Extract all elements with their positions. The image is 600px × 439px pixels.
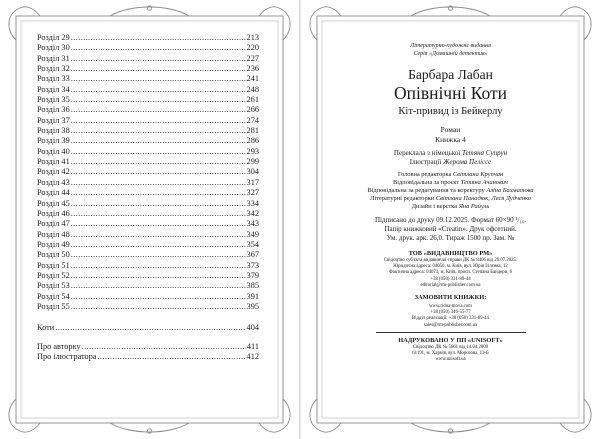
- publisher-phone: +38 (050) 331-89-44: [430, 276, 471, 282]
- toc-entry: [37, 136, 259, 146]
- toc-leader-dots: [71, 271, 246, 281]
- publisher-email: editorial@rm-publisher.com.ua: [420, 282, 481, 288]
- toc-leader-dots: [71, 240, 246, 250]
- toc-leader-dots: [82, 342, 246, 352]
- toc-entry: [37, 105, 259, 115]
- toc-entry-label: Розділ 54: [37, 291, 70, 301]
- toc-entry-label: Розділ 36: [37, 105, 70, 115]
- toc-entry-label: Розділ 41: [37, 157, 70, 167]
- printer-certificate: Свідоцтво ДК № 5661 від 14.04.2009: [412, 344, 489, 350]
- toc-entry-page: 354: [246, 239, 259, 249]
- toc-entry: [37, 188, 259, 198]
- toc-leader-dots: [55, 323, 245, 333]
- design-line: Дизайн і верстка Яна Райуль: [411, 203, 490, 210]
- toc-entry: [37, 261, 259, 271]
- toc-entry: [37, 209, 259, 219]
- toc-entry-label: Розділ 32: [37, 64, 70, 74]
- toc-entry-page: 334: [246, 198, 259, 208]
- printed-by: НАДРУКОВАНО У ПП «UNISOFT»: [398, 336, 503, 344]
- toc-entry: [37, 43, 259, 53]
- toc-leader-dots: [71, 230, 246, 240]
- publisher-actual-address: Фактична адреса: 04073, м. Київ, просп. Степана Бандери, 6: [388, 270, 513, 276]
- toc-entry-page: 236: [246, 64, 259, 74]
- printer-site: www.unisoft.ua: [435, 357, 466, 363]
- toc-entry: [37, 95, 259, 105]
- toc-leader-dots: [71, 302, 246, 312]
- toc-entry: [37, 240, 259, 250]
- toc-entry-page: 385: [246, 281, 259, 291]
- literary-editors-line: Літературні редакторки Світлана Панадюк, Леся Дудченко: [370, 195, 531, 202]
- toc-leader-dots: [71, 116, 246, 126]
- table-of-contents: [37, 33, 259, 363]
- toc-entry: [37, 230, 259, 240]
- toc-leader-dots: [71, 250, 246, 260]
- toc-entry: [37, 271, 259, 281]
- toc-leader-dots: [71, 54, 246, 64]
- toc-entry-label: Розділ 46: [37, 208, 70, 218]
- toc-entry-page: 227: [246, 53, 259, 63]
- toc-leader-dots: [71, 209, 246, 219]
- toc-leader-dots: [71, 292, 246, 302]
- toc-leader-dots: [71, 281, 246, 291]
- toc-entry-page: 342: [246, 208, 259, 218]
- order-email: sales@rm-publisher.com.ua: [423, 322, 478, 328]
- toc-leader-dots: [71, 74, 246, 84]
- toc-entry-label: Розділ 29: [37, 33, 70, 42]
- toc-entry-label: Розділ 35: [37, 95, 70, 105]
- toc-entry-page: 411: [246, 341, 259, 351]
- print-signed-line: Підписано до друку 09.12.2025. Формат 60×90 ¹/₁₆.: [374, 216, 527, 224]
- divider: [376, 332, 526, 333]
- toc-entry: [37, 157, 259, 167]
- translator-line: Переклала з німецької Тетяна Супрун: [393, 149, 508, 157]
- toc-entry: [37, 302, 259, 312]
- toc-spacer: [37, 312, 259, 322]
- toc-entry: [37, 64, 259, 74]
- toc-leader-dots: [71, 261, 246, 271]
- toc-entry-page: 299: [246, 157, 259, 167]
- publisher-name: ТОВ «ВИДАВНИЦТВО РМ»: [408, 250, 493, 257]
- toc-entry-page: 412: [246, 352, 259, 362]
- toc-entry-label: Розділ 40: [37, 146, 70, 156]
- toc-leader-dots: [71, 219, 246, 229]
- toc-entry-page: 391: [246, 291, 259, 301]
- illustrator-line: Ілюстрації Жерома Пеліссе: [409, 158, 492, 166]
- paper-line: Папір книжковий «Creatin». Друк офсетний.: [384, 225, 517, 233]
- toc-entry-label: Розділ 52: [37, 270, 70, 280]
- toc-entry-label: Про авторку: [37, 341, 81, 351]
- toc-entry-page: 327: [246, 188, 259, 198]
- left-page: [0, 0, 299, 439]
- toc-entry-page: 349: [246, 229, 259, 239]
- toc-leader-dots: [71, 64, 246, 74]
- toc-entry: [37, 167, 259, 177]
- book-author: Барбара Лабан: [408, 67, 493, 82]
- toc-entry-page: 261: [246, 95, 259, 105]
- toc-leader-dots: [71, 199, 246, 209]
- publisher-certificate: Свідоцтво суб'єкта видавничої справи ДК № 8406 від 29.07.2025.: [383, 258, 518, 263]
- toc-entry-label: Розділ 55: [37, 301, 70, 311]
- toc-entry: [37, 342, 259, 352]
- toc-entry: [37, 250, 259, 260]
- toc-leader-dots: [71, 178, 246, 188]
- right-page: [301, 0, 600, 439]
- toc-entry-page: 304: [246, 167, 259, 177]
- toc-entry: [37, 292, 259, 302]
- responsible-editor-line: Відповідальна за редагування та коректуру Аліна Бахматова: [367, 187, 534, 194]
- toc-entry: [37, 281, 259, 291]
- toc-entry-label: Коти: [37, 322, 55, 332]
- toc-entry-page: 286: [246, 136, 259, 146]
- order-site: www.ridna-mova.com: [429, 304, 472, 310]
- toc-entry-label: Розділ 33: [37, 74, 70, 84]
- sheets-line: Ум. друк. арк. 26,0. Тираж 1500 пр. Зам. №: [386, 234, 515, 242]
- book-subtitle: Кіт-привид із Бейкерлу: [398, 106, 503, 117]
- toc-leader-dots: [71, 95, 246, 105]
- toc-entry: [37, 199, 259, 209]
- toc-entry-page: 281: [246, 126, 259, 136]
- order-phone: +38 (050) 346-55-77: [430, 310, 471, 316]
- toc-entry-page: 293: [246, 146, 259, 156]
- toc-leader-dots: [71, 167, 246, 177]
- order-sales-dept: Відділ реалізації: +38 (050) 331-89-44: [412, 316, 489, 322]
- toc-entry-page: 266: [246, 105, 259, 115]
- toc-entry-page: 379: [246, 270, 259, 280]
- toc-entry-page: 395: [246, 301, 259, 311]
- toc-leader-dots: [71, 33, 246, 43]
- toc-leader-dots: [71, 85, 246, 95]
- toc-entry: [37, 352, 259, 362]
- toc-entry-label: Розділ 42: [37, 167, 70, 177]
- chief-editor-line: Головна редакторка Світлана Крупчан: [397, 171, 504, 178]
- toc-entry: [37, 178, 259, 188]
- toc-entry: [37, 126, 259, 136]
- edition-type: Літературно-художнє видання: [410, 43, 491, 49]
- toc-entry-page: 241: [246, 74, 259, 84]
- toc-entry-page: 274: [246, 115, 259, 125]
- toc-entry-page: 213: [246, 33, 259, 42]
- toc-entry-page: 404: [246, 322, 259, 332]
- series-name: Серія «Домашній детектив»: [413, 51, 488, 57]
- toc-entry-label: Розділ 39: [37, 136, 70, 146]
- toc-entry: [37, 116, 259, 126]
- toc-entry-label: Розділ 37: [37, 115, 70, 125]
- toc-entry-label: Розділ 53: [37, 281, 70, 291]
- toc-leader-dots: [71, 126, 246, 136]
- toc-leader-dots: [71, 147, 246, 157]
- order-title: ЗАМОВИТИ КНИЖКИ:: [414, 294, 487, 302]
- toc-leader-dots: [71, 188, 246, 198]
- toc-leader-dots: [71, 157, 246, 167]
- toc-entry-label: Розділ 45: [37, 198, 70, 208]
- toc-entry: [37, 147, 259, 157]
- book-title: Опівнічні Коти: [393, 83, 508, 103]
- toc-entry-label: Розділ 47: [37, 219, 70, 229]
- toc-entry-page: 248: [246, 84, 259, 94]
- toc-entry-label: Про ілюстратора: [37, 352, 97, 362]
- toc-entry-label: Розділ 48: [37, 229, 70, 239]
- project-lead-line: Відповідальна за проєкт Тетяна Ачинович: [393, 179, 508, 186]
- toc-leader-dots: [71, 105, 246, 115]
- toc-entry-page: 343: [246, 219, 259, 229]
- book-genre: Роман: [440, 125, 461, 134]
- toc-entry-label: Розділ 31: [37, 53, 70, 63]
- toc-entry: [37, 323, 259, 333]
- toc-entry-label: Розділ 51: [37, 260, 70, 270]
- toc-entry-label: Розділ 50: [37, 250, 70, 260]
- toc-entry-page: 317: [246, 177, 259, 187]
- toc-entry-label: Розділ 38: [37, 126, 70, 136]
- toc-entry-page: 373: [246, 260, 259, 270]
- toc-entry-label: Розділ 49: [37, 239, 70, 249]
- toc-leader-dots: [98, 352, 246, 362]
- printer-address: 61191, м. Харків, вул. Морозова, 13-Б: [412, 351, 489, 357]
- toc-entry: [37, 219, 259, 229]
- publisher-legal-address: Юридична адреса: 04050, м. Київ, вул. Юрія Іллєнка, 12: [393, 264, 508, 270]
- toc-spacer: [37, 333, 259, 342]
- toc-entry-label: Розділ 43: [37, 177, 70, 187]
- toc-entry-page: 367: [246, 250, 259, 260]
- toc-entry-label: Розділ 34: [37, 84, 70, 94]
- toc-entry: [37, 33, 259, 43]
- toc-entry-label: Розділ 30: [37, 43, 70, 53]
- toc-entry: [37, 85, 259, 95]
- toc-entry: [37, 74, 259, 84]
- toc-entry-page: 220: [246, 43, 259, 53]
- toc-leader-dots: [71, 43, 246, 53]
- toc-leader-dots: [71, 136, 246, 146]
- toc-entry: [37, 54, 259, 64]
- book-number: Книжка 4: [435, 134, 466, 144]
- toc-entry-label: Розділ 44: [37, 188, 70, 198]
- imprint-block: [301, 42, 600, 363]
